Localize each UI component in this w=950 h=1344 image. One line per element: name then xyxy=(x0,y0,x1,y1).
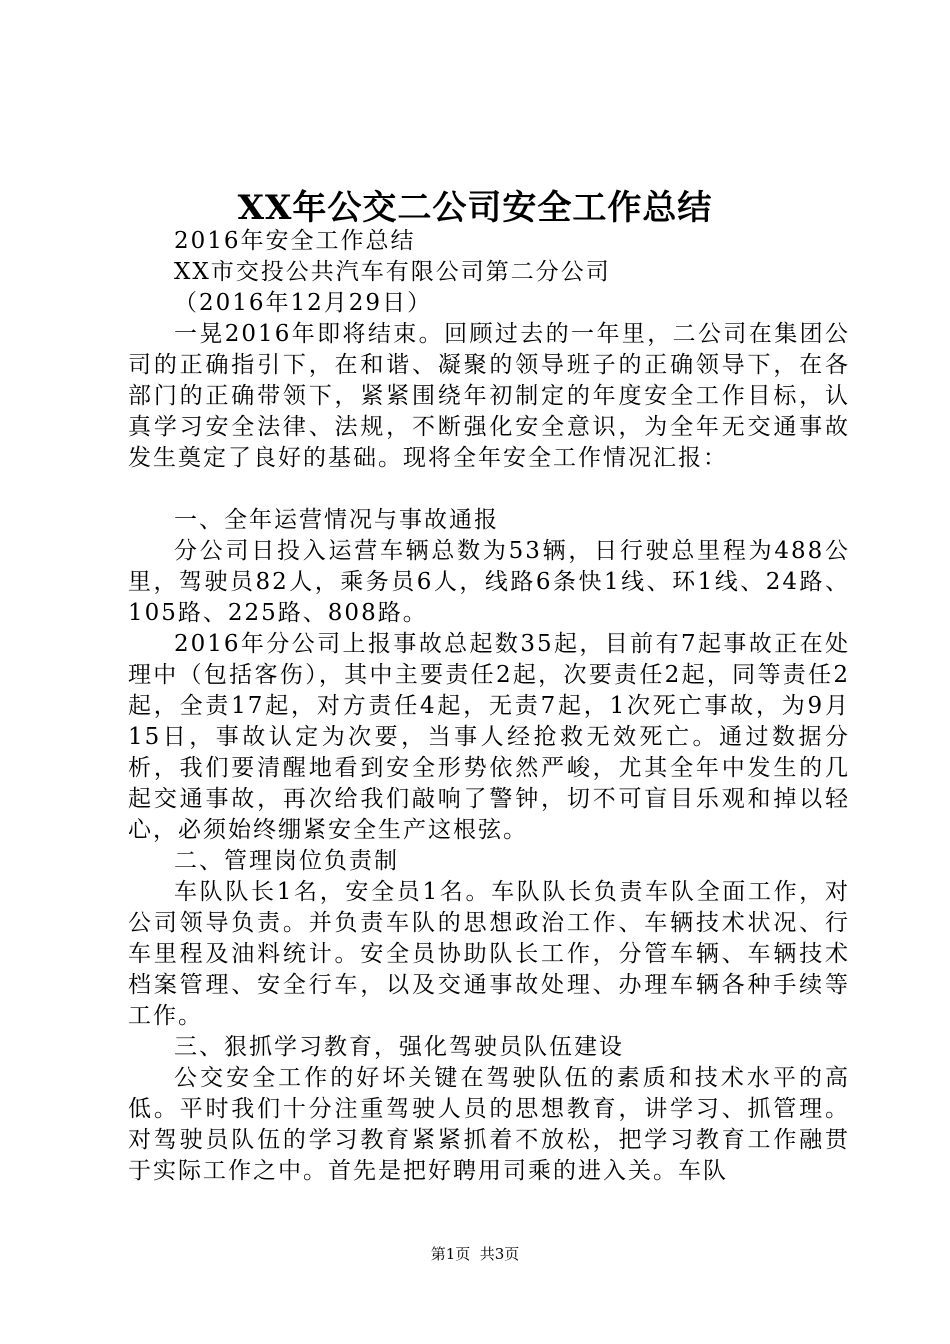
section-3-paragraph-1: 公交安全工作的好坏关键在驾驶队伍的素质和技术水平的高低。平时我们十分注重驾驶人员的思想教育，讲学习、抓管理。对驾驶员队伍的学习教育紧紧抓着不放松，把学习教育工作融贯于实际工作之中。首先是把好聘用司乘的进入关。车队 xyxy=(128,1065,850,1184)
subtitle: 2016年安全工作总结 xyxy=(174,228,416,254)
section-1-paragraph-1: 分公司日投入运营车辆总数为53辆，日行驶总里程为488公里，驾驶员82人，乘务员6人，线路6条快1线、环1线、24路、105路、225路、808路。 xyxy=(128,538,850,626)
section-heading-3: 三、狠抓学习教育，强化驾驶员队伍建设 xyxy=(174,1034,624,1060)
intro-paragraph: 一晃2016年即将结束。回顾过去的一年里，二公司在集团公司的正确指引下，在和谐、凝聚的领导班子的正确领导下，在各部门的正确带领下，紧紧围绕年初制定的年度安全工作目标，认真学习安全法律、法规，不断强化安全意识，为全年无交通事故发生奠定了良好的基础。现将全年安全工作情况汇报： xyxy=(128,321,850,471)
document-title: XX年公交二公司安全工作总结 xyxy=(237,188,713,228)
document-date: （2016年12月29日） xyxy=(174,290,433,316)
document-body xyxy=(128,226,850,1187)
section-1-paragraph-2: 2016年分公司上报事故总起数35起，目前有7起事故正在处理中（包括客伤），其中主要责任2起，次要责任2起，同等责任2起，全责17起，对方责任4起，无责7起，1次死亡事故，为9月15日，事故认定为次要，当事人经抢救无效死亡。通过数据分析，我们要清醒地看到安全形势依然严峻，尤其全年中发生的几起交通事故，再次给我们敲响了警钟，切不可盲目乐观和掉以轻心，必须始终绷紧安全生产这根弦。 xyxy=(128,631,850,843)
page-footer: 第1页 共3页 xyxy=(430,1245,520,1263)
section-heading-2: 二、管理岗位负责制 xyxy=(174,848,399,874)
section-heading-1: 一、全年运营情况与事故通报 xyxy=(174,507,499,533)
section-2-paragraph-1: 车队队长1名，安全员1名。车队队长负责车队全面工作，对公司领导负责。并负责车队的思想政治工作、车辆技术状况、行车里程及油料统计。安全员协助队长工作，分管车辆、车辆技术档案管理、安全行车，以及交通事故处理、办理车辆各种手续等工作。 xyxy=(128,879,850,1029)
organization-name: XX市交投公共汽车有限公司第二分公司 xyxy=(174,259,611,285)
